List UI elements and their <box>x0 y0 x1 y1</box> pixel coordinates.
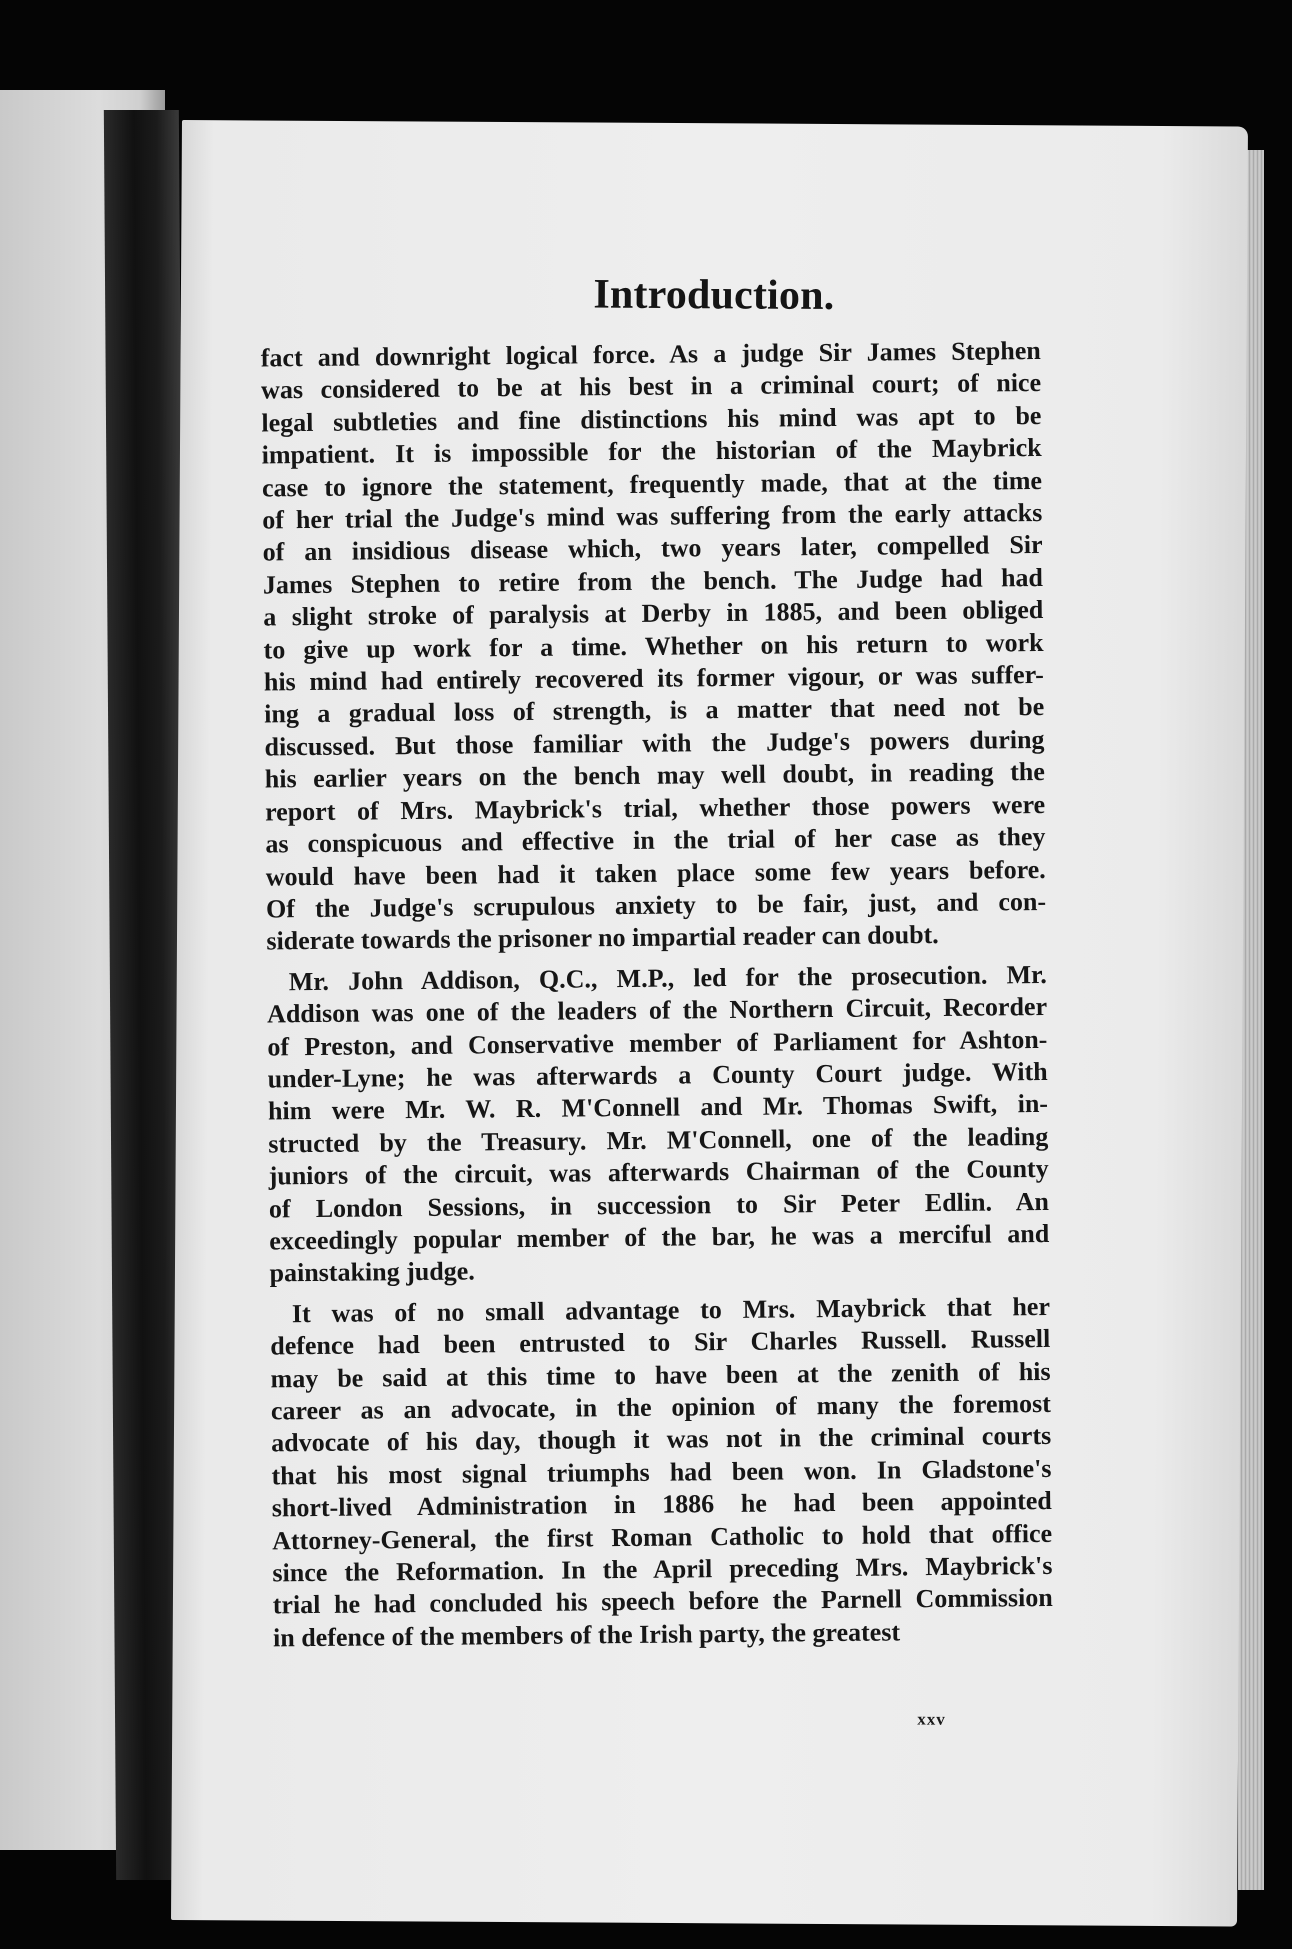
text-line: may be said at this time to have been at the zenith of his <box>270 1356 1051 1394</box>
text-line: of Preston, and Conservative member of Parliament for Ashton- <box>267 1024 1048 1061</box>
running-head: Introduction. <box>593 271 835 319</box>
text-line: siderate towards the prisoner no impartial reader can doubt. <box>266 920 939 956</box>
text-line: James Stephen to retire from the bench. The Judge had had <box>262 562 1044 600</box>
text-line: Addison was one of the leaders of the Northern Circuit, Recorder <box>266 992 1048 1029</box>
text-line: career as an advocate, in the opinion of many the foremost <box>270 1388 1052 1426</box>
text-line: his mind had entirely recovered its former vigour, or was suffer- <box>263 660 1045 697</box>
text-line: advocate of his day, though it was not in the criminal courts <box>271 1421 1052 1458</box>
text-line: to give up work for a time. Whether on his return to work <box>263 627 1044 665</box>
text-line: of an insidious disease which, two years later, compelled Sir <box>262 530 1043 567</box>
paragraph <box>261 335 1047 958</box>
paragraph <box>270 1291 1053 1655</box>
text-line: that his most signal triumphs had been won. In Gladstone's <box>271 1453 1052 1491</box>
text-line: ing a gradual loss of strength, is a matter that need not be <box>264 692 1045 729</box>
text-line: Mr. John Addison, Q.C., M.P., led for the prosecution. Mr. <box>288 959 1047 996</box>
text-line: would have been had it taken place some few years before. <box>265 854 1046 891</box>
page-number: xxv <box>917 1709 946 1729</box>
text-line: under-Lyne; he was afterwards a County Court judge. With <box>267 1056 1048 1094</box>
text-line: Attorney-General, the first Roman Catholic to hold that office <box>272 1518 1053 1556</box>
text-line: impatient. It is impossible for the historian of the Maybrick <box>261 433 1042 470</box>
text-line: structed by the Treasury. Mr. M'Connell, one of the leading <box>268 1121 1049 1159</box>
text-line: painstaking judge. <box>269 1256 475 1288</box>
text-line: case to ignore the statement, frequently made, that at the time <box>261 465 1043 503</box>
text-line: exceedingly popular member of the bar, he was a merciful and <box>269 1218 1050 1256</box>
text-line: discussed. But those familiar with the Judge's powers during <box>264 724 1045 762</box>
text-line: a slight stroke of paralysis at Derby in 1885, and been obliged <box>263 595 1044 632</box>
text-line: defence had been entrusted to Sir Charles Russell. Russell <box>270 1324 1051 1361</box>
text-line: since the Reformation. In the April preceding Mrs. Maybrick's <box>272 1550 1053 1588</box>
text-line: trial he had concluded his speech before the Parnell Commission <box>272 1583 1053 1620</box>
text-line: juniors of the circuit, was afterwards Chairman of the County <box>268 1154 1049 1191</box>
text-line: his earlier years on the bench may well doubt, in reading the <box>264 757 1045 794</box>
text-line: Of the Judge's scrupulous anxiety to be fair, just, and con- <box>265 886 1047 924</box>
text-line: short-lived Administration in 1886 he had been appointed <box>271 1486 1052 1523</box>
text-line: as conspicuous and effective in the trial of her case as they <box>265 822 1046 859</box>
text-line: of London Sessions, in succession to Sir Peter Edlin. An <box>268 1186 1050 1224</box>
text-line: was considered to be at his best in a criminal court; of nice <box>260 368 1042 405</box>
text-line: report of Mrs. Maybrick's trial, whether those powers were <box>265 789 1046 827</box>
text-line: legal subtleties and fine distinctions his mind was apt to be <box>261 400 1042 438</box>
text-line: of her trial the Judge's mind was suffering from the early attacks <box>262 498 1043 535</box>
text-line: It was of no small advantage to Mrs. Maybrick that her <box>291 1291 1051 1329</box>
body-text <box>261 335 1054 1663</box>
text-line: in defence of the members of the Irish party, the greatest <box>272 1617 901 1653</box>
paragraph <box>267 959 1050 1291</box>
text-line: him were Mr. W. R. M'Connell and Mr. Thomas Swift, in- <box>267 1089 1049 1126</box>
book-page <box>171 120 1248 1926</box>
text-line: fact and downright logical force. As a judge Sir James Stephen <box>260 335 1041 373</box>
